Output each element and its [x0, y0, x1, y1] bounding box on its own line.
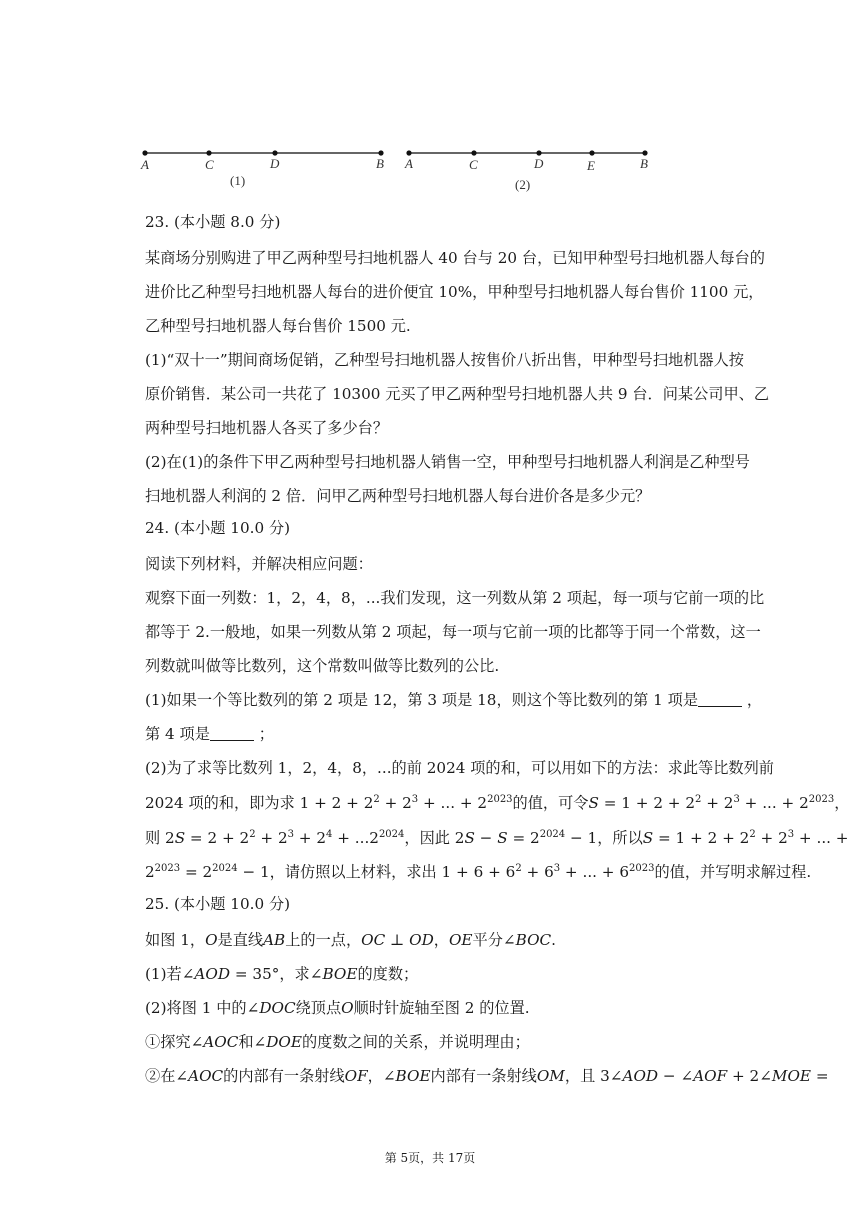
text: 是直线 — [217, 931, 264, 949]
math-var: S — [174, 829, 186, 847]
text: + 2 — [755, 829, 788, 847]
text: = 2 + 2 — [185, 829, 250, 847]
text: 平分 — [472, 931, 503, 949]
label-b-1: B — [376, 156, 384, 171]
math-var: S — [588, 794, 599, 812]
math-var: ∠BOE — [309, 965, 358, 983]
caption-1: (1) — [230, 173, 246, 188]
text: − — [658, 1067, 681, 1085]
text: ， — [834, 794, 850, 812]
exp: 2 — [249, 829, 256, 840]
text: + 2 — [379, 794, 412, 812]
q24-header: 24. (本小题 10.0 分) — [145, 519, 291, 537]
math-var: ∠AOD — [609, 1067, 659, 1085]
q24-part1-text-b-end: ； — [253, 725, 274, 743]
exp: 2 — [749, 829, 756, 840]
q23-line-1: 某商场分别购进了甲乙两种型号扫地机器人 40 台与 20 台，已知甲种型号扫地机器人每台的 — [145, 249, 765, 267]
text: ①探究 — [145, 1033, 191, 1051]
q25-line-1 — [145, 930, 556, 950]
text: 上的一点， — [285, 931, 362, 949]
point-d-1 — [272, 150, 277, 155]
exp: 2024 — [212, 863, 238, 874]
answer-blank-2[interactable] — [210, 726, 254, 741]
q25-line-2 — [145, 964, 418, 984]
exp: 4 — [326, 829, 333, 840]
point-d-2 — [536, 150, 541, 155]
math-var: ∠DOC — [246, 999, 296, 1017]
text: ，且 3 — [564, 1067, 610, 1085]
exp: 3 — [411, 794, 419, 805]
exp: 2024 — [539, 829, 566, 840]
text: = 1 + 2 + 2 — [598, 794, 696, 812]
label-a-2: A — [405, 156, 413, 171]
point-b-2 — [642, 150, 647, 155]
answer-blank-1[interactable] — [698, 692, 742, 707]
label-b-2: B — [640, 156, 648, 171]
text: 如图 1， — [145, 931, 206, 949]
label-d-2: D — [534, 156, 544, 171]
text: 和 — [238, 1033, 254, 1051]
text: + ...2 — [332, 829, 379, 847]
exp: 2024 — [378, 829, 405, 840]
text: = 1 + 2 + 2 — [653, 829, 750, 847]
exp: 2023 — [487, 794, 513, 805]
text: 的值，并写明求解过程. — [654, 863, 812, 881]
text: − 1，所以 — [565, 829, 643, 847]
text: ， — [367, 1067, 383, 1085]
point-e-2 — [589, 150, 594, 155]
label-a-1: A — [141, 157, 149, 172]
text: + 2 — [701, 794, 734, 812]
q25-line-4 — [145, 1032, 530, 1052]
q24-part1-line-1 — [145, 690, 762, 710]
q24-part2-line-4 — [145, 862, 811, 882]
text: 2 — [145, 863, 155, 881]
point-b-1 — [378, 150, 383, 155]
text: ，因此 2 — [404, 829, 465, 847]
point-c-2 — [471, 150, 476, 155]
math-var: ∠AOF — [680, 1067, 728, 1085]
math-var: ∠MOE — [759, 1067, 812, 1085]
math-var: ∠AOC — [190, 1033, 239, 1051]
text: = — [811, 1067, 829, 1085]
math-var: OE — [448, 931, 473, 949]
text: + ... + 2 — [418, 794, 488, 812]
math-var: OC ⊥ OD — [361, 931, 434, 949]
exp: 3 — [553, 863, 561, 874]
exp: 3 — [733, 794, 740, 805]
q24-part1-text-a: (1)如果一个等比数列的第 2 项是 12，第 3 项是 18，则这个等比数列的第 1 项是 — [145, 691, 699, 709]
point-a-2 — [406, 150, 411, 155]
math-var: ∠BOC — [502, 931, 552, 949]
text: (1)若 — [145, 965, 182, 983]
q24-line-2: 观察下面一列数：1，2，4，8，...我们发现，这一列数从第 2 项起，每一项与它前一项的比 — [145, 589, 765, 607]
math-var: S — [642, 829, 654, 847]
exp: 2023 — [154, 863, 181, 874]
page-footer: 第 5页，共 17页 — [384, 1151, 476, 1165]
text: + ... + 2 — [739, 794, 809, 812]
q25-header: 25. (本小题 10.0 分) — [145, 895, 291, 913]
exp: 3 — [287, 829, 294, 840]
exp: 2023 — [629, 863, 655, 874]
label-e-2: E — [587, 158, 595, 173]
q24-line-1: 阅读下列材料，并解决相应问题： — [145, 555, 373, 573]
q25-line-3 — [145, 998, 530, 1018]
figure-1 — [140, 150, 384, 188]
math-var: O — [341, 999, 354, 1017]
text: 的度数之间的关系，并说明理由； — [301, 1033, 530, 1051]
math-var: ∠AOC — [175, 1067, 224, 1085]
text: + 2 — [255, 829, 288, 847]
exp: 2 — [373, 794, 380, 805]
text: 的内部有一条射线 — [223, 1067, 345, 1085]
text: 则 2 — [145, 829, 175, 847]
text: ， — [433, 931, 449, 949]
text: 内部有一条射线 — [430, 1067, 537, 1085]
text: 绕顶点 — [295, 999, 342, 1017]
math-var: OM — [536, 1067, 565, 1085]
text: − 1，请仿照以上材料，求出 1 + 6 + 6 — [237, 863, 516, 881]
math-var: S — [497, 829, 508, 847]
math-var: S — [464, 829, 475, 847]
q23-part1-line-2: 原价销售．某公司一共花了 10300 元买了甲乙两种型号扫地机器人共 9 台．问某公司甲、乙 — [145, 385, 770, 403]
text: + 2 — [727, 1067, 760, 1085]
text: 顺时针旋轴至图 2 的位置. — [353, 999, 530, 1017]
text: − — [474, 829, 498, 847]
q23-line-3: 乙种型号扫地机器人每台售价 1500 元. — [145, 317, 411, 335]
text: + ... + 6 — [560, 863, 630, 881]
q24-part1-line-2 — [145, 724, 274, 744]
q24-part1-text-b: 第 4 项是 — [145, 725, 210, 743]
q24-part2-line-2 — [145, 793, 849, 813]
q24-part1-text-a-end: ， — [742, 691, 763, 709]
exp: 2 — [695, 794, 702, 805]
text: 的度数； — [357, 965, 419, 983]
exp: 2 — [515, 863, 522, 874]
text: = 2 — [507, 829, 540, 847]
q23-part1-line-3: 两种型号扫地机器人各买了多少台？ — [145, 419, 388, 437]
math-var: ∠AOD — [181, 965, 231, 983]
q23-header: 23. (本小题 8.0 分) — [145, 213, 281, 231]
exp: 2023 — [808, 794, 835, 805]
caption-2: (2) — [515, 177, 531, 192]
math-var: AB — [263, 931, 286, 949]
text: . — [551, 931, 556, 949]
q24-line-4: 列数就叫做等比数列，这个常数叫做等比数列的公比. — [145, 657, 500, 675]
text: (2)将图 1 中的 — [145, 999, 247, 1017]
math-var: OF — [344, 1067, 368, 1085]
q23-part1-line-1: (1)“双十一”期间商场促销，乙种型号扫地机器人按售价八折出售，甲种型号扫地机器人按 — [145, 351, 744, 369]
label-d-1: D — [270, 156, 280, 171]
text: ②在 — [145, 1067, 176, 1085]
q24-part2-line-3 — [145, 828, 849, 848]
text: 的值，可令 — [512, 794, 589, 812]
point-a-1 — [142, 150, 147, 155]
segment-figures — [0, 0, 860, 200]
figure-2 — [404, 150, 648, 192]
label-c-1: C — [205, 157, 214, 172]
q23-line-2: 进价比乙种型号扫地机器人每台的进价便宜 10%，甲种型号扫地机器人每台售价 1100 元， — [145, 283, 764, 301]
exp: 3 — [787, 829, 795, 840]
label-c-2: C — [469, 157, 478, 172]
text: + 2 — [293, 829, 327, 847]
math-var: ∠DOE — [253, 1033, 302, 1051]
text: + 6 — [521, 863, 554, 881]
q23-part2-line-2: 扫地机器人利润的 2 倍．问甲乙两种型号扫地机器人每台进价各是多少元？ — [145, 487, 651, 505]
text: 2024 项的和，即为求 1 + 2 + 2 — [145, 794, 374, 812]
q24-line-3: 都等于 2.一般地，如果一列数从第 2 项起，每一项与它前一项的比都等于同一个常数，这一 — [145, 623, 761, 641]
q24-part2-line-1: (2)为了求等比数列 1，2，4，8，...的前 2024 项的和，可以用如下的方法：求此等比数列前 — [145, 759, 774, 777]
point-c-1 — [206, 150, 211, 155]
text: = 35°，求 — [230, 965, 310, 983]
q25-line-5 — [145, 1066, 829, 1086]
math-var: O — [205, 931, 218, 949]
q23-part2-line-1: (2)在(1)的条件下甲乙两种型号扫地机器人销售一空，甲种型号扫地机器人利润是乙种型号 — [145, 453, 750, 471]
math-var: ∠BOE — [382, 1067, 431, 1085]
text: = 2 — [180, 863, 213, 881]
text: + ... + — [794, 829, 849, 847]
